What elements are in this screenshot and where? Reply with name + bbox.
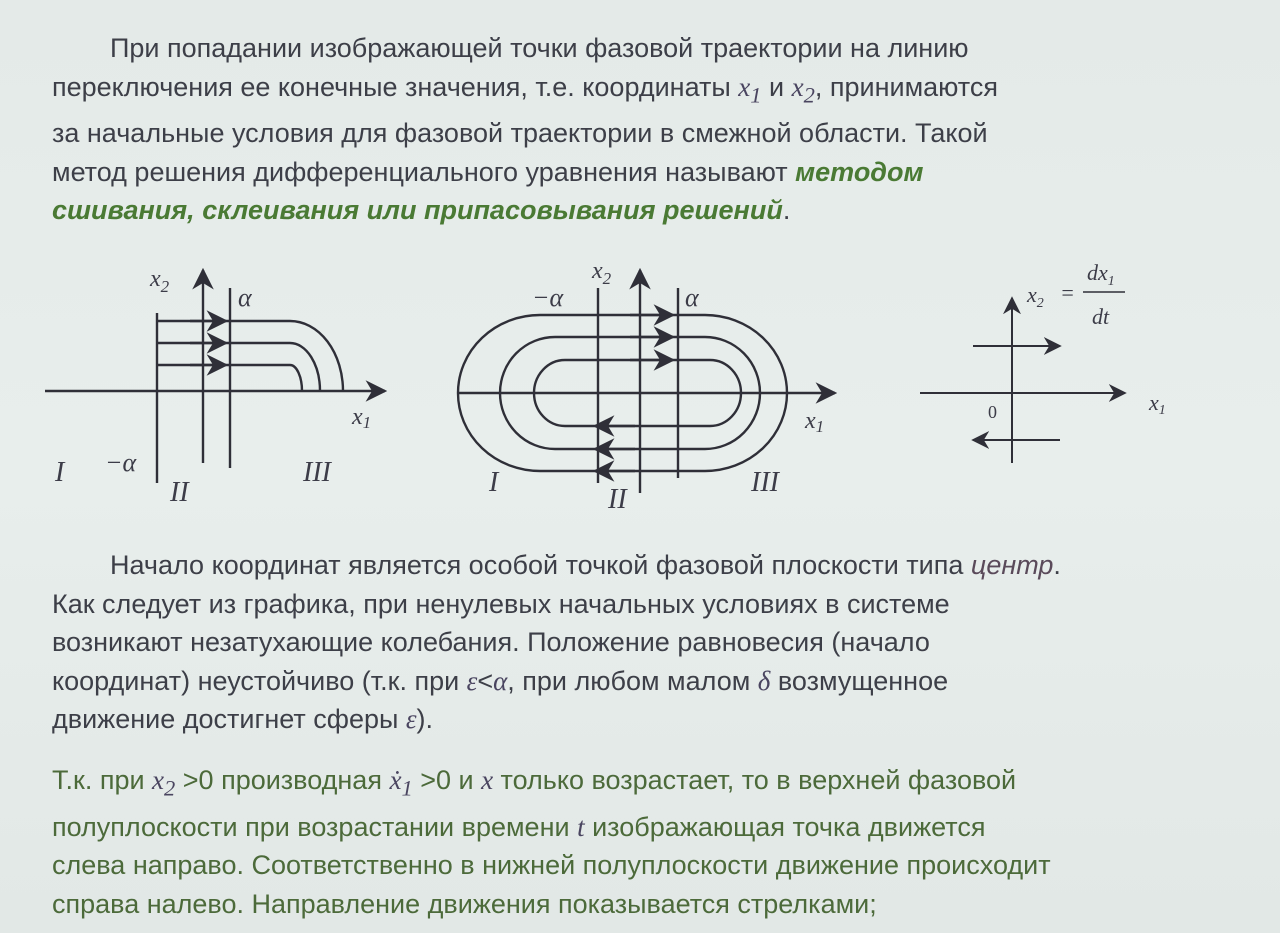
epsilon-symbol: ε bbox=[466, 665, 478, 696]
mid-region-2: II bbox=[608, 484, 627, 515]
figure-middle-phase-portrait bbox=[455, 258, 855, 518]
delta-symbol: δ bbox=[757, 665, 771, 696]
p2-l5-text-a: движение достигнет сферы bbox=[52, 704, 406, 734]
right-x-label: x1 bbox=[1149, 390, 1166, 418]
x2-symbol bbox=[791, 71, 815, 107]
p1-line-4 bbox=[52, 153, 1252, 192]
p2-l5-text-b: ). bbox=[416, 704, 434, 734]
x2-symbol-p3 bbox=[152, 765, 176, 801]
x2-letter: x bbox=[791, 71, 804, 102]
figure-right-direction-sketch bbox=[915, 258, 1205, 478]
p3-l2-text-a: полуплоскости при возрастании времени bbox=[52, 811, 578, 842]
x1-subscript: 1 bbox=[750, 81, 762, 107]
p1-l4-text: метод решения дифференциального уравнения называют bbox=[52, 156, 796, 187]
mid-alpha-label: α bbox=[685, 283, 699, 312]
x2-letter-p3: x bbox=[152, 765, 165, 795]
paragraph-direction bbox=[52, 761, 1252, 923]
alpha-symbol: α bbox=[493, 665, 508, 696]
mid-region-3: III bbox=[751, 467, 779, 498]
p1-line-1: При попадании изображающей точки фазовой траектории на линию bbox=[110, 33, 969, 63]
method-term-end: сшивания, склеивания или припасовывания решений bbox=[52, 195, 783, 226]
p1-l2-text-b: и bbox=[761, 71, 792, 102]
epsilon-symbol-2: ε bbox=[405, 704, 417, 734]
p2-line-4 bbox=[52, 662, 1252, 701]
p3-l1-text-d: только возрастает, то в верхней фазовой bbox=[493, 765, 1017, 795]
p2-line-1 bbox=[52, 546, 1252, 585]
p3-line-2 bbox=[52, 808, 1252, 847]
p2-l4-text-c: возмущенное bbox=[770, 665, 949, 696]
p3-l2-text-b: изображающая точка движется bbox=[584, 811, 986, 842]
paragraph-switching bbox=[52, 29, 1252, 230]
x1-letter: x bbox=[738, 71, 751, 102]
center-term: центр bbox=[970, 550, 1054, 580]
p3-line-4: справа налево. Направление движения показывается стрелками; bbox=[52, 888, 877, 919]
mid-region-1: I bbox=[489, 467, 499, 498]
x1-dot-subscript: 1 bbox=[401, 775, 413, 801]
p2-l1-period: . bbox=[1053, 550, 1061, 580]
right-eq-lhs: $x_2$ bbox=[1027, 282, 1044, 311]
x2-subscript: 2 bbox=[803, 81, 815, 107]
mid-neg-alpha-label: −α bbox=[532, 283, 564, 312]
mid-y-label: $x_2$ bbox=[592, 258, 612, 288]
p1-line-5 bbox=[52, 191, 1252, 230]
p1-l2-text-c: , принимаются bbox=[814, 71, 998, 102]
right-eq-denominator: dt bbox=[1092, 304, 1110, 329]
paragraph-singular-point bbox=[52, 546, 1252, 739]
t-symbol: t bbox=[577, 811, 585, 842]
method-term-start: методом bbox=[795, 156, 924, 187]
p3-line-1 bbox=[52, 761, 1252, 808]
p3-line-3: слева направо. Соответственно в нижней полуплоскости движение происходит bbox=[52, 850, 1051, 881]
p2-line-2: Как следует из графика, при ненулевых начальных условиях в системе bbox=[52, 588, 950, 619]
left-x-label: x1 bbox=[352, 404, 372, 432]
x1-dot-letter: ẋ bbox=[389, 765, 402, 795]
x-symbol: x bbox=[481, 765, 494, 795]
p2-l4-text-a: координат) неустойчиво (т.к. при bbox=[52, 665, 467, 696]
mid-x-label: x1 bbox=[805, 408, 825, 436]
x2-subscript-p3: 2 bbox=[164, 775, 176, 801]
left-region-2: II bbox=[170, 477, 189, 508]
p1-line-3: за начальные условия для фазовой траектории в смежной области. Такой bbox=[52, 118, 988, 149]
left-region-3: III bbox=[303, 457, 331, 488]
p2-line-5 bbox=[52, 700, 1252, 739]
left-neg-alpha-label: −α bbox=[105, 448, 137, 477]
p3-l1-text-b: >0 производная bbox=[175, 765, 390, 795]
p2-line-3: возникают незатухающие колебания. Положение равновесия (начало bbox=[52, 627, 930, 657]
right-eq-numerator: $dx_1$ bbox=[1087, 260, 1115, 289]
p2-l1-text: Начало координат является особой точкой фазовой плоскости типа bbox=[110, 550, 971, 580]
left-alpha-label: α bbox=[238, 283, 252, 312]
less-than-sign: < bbox=[477, 665, 494, 696]
left-region-1: I bbox=[55, 457, 65, 488]
p3-l1-text-a: Т.к. при bbox=[52, 765, 153, 795]
x1-symbol bbox=[738, 71, 762, 107]
p1-l5-period: . bbox=[782, 195, 791, 226]
left-trajectory-outer bbox=[157, 321, 343, 391]
right-origin-label: 0 bbox=[988, 402, 997, 422]
figure-left-phase-portrait bbox=[40, 258, 400, 518]
p1-line-2 bbox=[52, 68, 1252, 115]
p1-l2-text-a: переключения ее конечные значения, т.е. координаты bbox=[52, 71, 739, 102]
p3-l1-text-c: >0 и bbox=[412, 765, 482, 795]
right-eq-sign: = bbox=[1060, 280, 1075, 305]
left-y-label: $x_2$ bbox=[150, 266, 170, 296]
p2-l4-text-b: , при любом малом bbox=[507, 665, 758, 696]
x1-dot-symbol bbox=[389, 765, 413, 801]
